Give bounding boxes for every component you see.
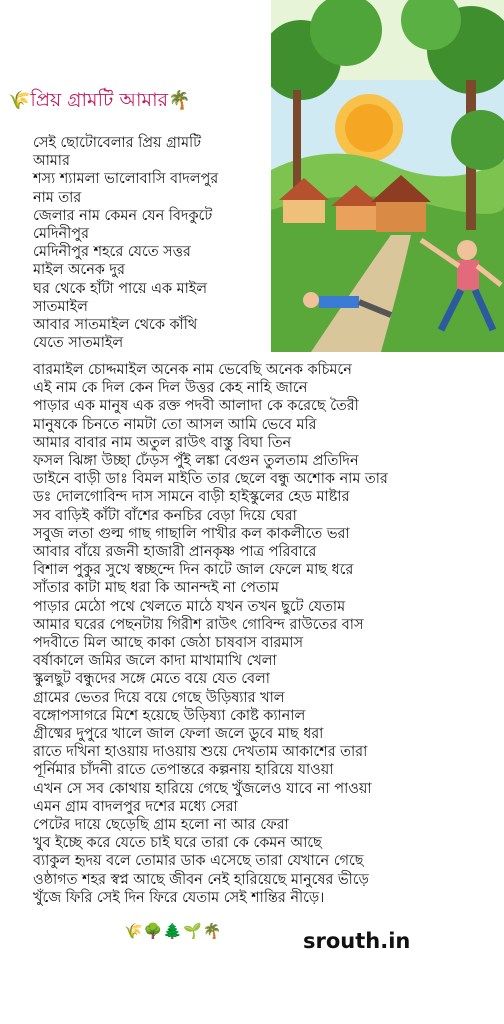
poem-line: আমার: [33, 153, 70, 170]
poem-line: শস্য শ্যামলা ভালোবাসি বাদলপুর: [33, 171, 219, 188]
poem-line: সব বাড়িই কাঁটা বাঁশের কনচির বেড়া দিয়ে ঘেরা: [33, 507, 297, 524]
poem-line: সবুজ লতা গুল্ম গাছ গাছালি পাখীর কল কাকলীতে ভরা: [33, 525, 350, 542]
poem-line: বর্ষাকালে জমির জলে কাদা মাখামাখি খেলা: [33, 653, 277, 670]
plant-emoji-row: 🌾🌳🌲🌱🌴: [124, 922, 223, 940]
poem-line: গ্রামের ভেতর দিয়ে বয়ে গেছে উড়িষ্যার খাল: [33, 689, 285, 706]
poem-line: বারমাইল চোদ্দমাইল অনেক নাম ভেবেছি অনেক কচিমনে: [33, 362, 352, 378]
village-scene-image: [271, 0, 504, 352]
wheat-emoji: 🌾: [8, 90, 31, 111]
poem-line: ব্যাকুল হৃদয় বলে তোমার ডাক এসেছে তারা যেখানে গেছে: [33, 853, 364, 870]
poem-line: জেলার নাম কেমন যেন বিদকুটে: [33, 207, 213, 224]
poem-line: সাঁতার কাটা মাছ ধরা কি আনন্দই না পেতাম: [33, 580, 279, 597]
poem-line: রাতে দখিনা হাওয়ায় দাওয়ায় শুয়ে দেখতাম আকাশের তারা: [33, 744, 368, 761]
poem-line: ডাইনে বাড়ী ডাঃ বিমল মাইতি তার ছেলে বন্ধু অশোক নাম তার: [33, 471, 388, 488]
poem-line: আবার সাতমাইল থেকে কাঁথি: [33, 317, 198, 334]
poem-line: পেটের দায়ে ছেড়েছি গ্রাম হলো না আর ফেরা: [33, 817, 289, 834]
poem-line: বিশাল পুকুর সুখে স্বচ্ছন্দে দিন কাটে জাল ফেলে মাছ ধরে: [33, 562, 354, 579]
poem-main-stanza: [33, 361, 501, 907]
poem-line: খুব ইচ্ছে করে যেতে চাই ঘরে তারা কে কেমন আছে: [33, 835, 322, 852]
poem-line: ডঃ দোলগোবিন্দ দাস সামনে বাড়ী হাইস্কুলের হেড মাষ্টার: [33, 489, 350, 506]
poem-line: পাড়ার মেঠো পথে খেলতে মাঠে যখন তখন ছুটে যেতাম: [33, 598, 346, 615]
poem-line: সেই ছোটোবেলার প্রিয় গ্রামটি: [33, 135, 201, 151]
poem-line: মানুষকে চিনতে নামটা তো আসল আমি ভেবে মরি: [33, 416, 317, 433]
poem-line: ওষ্ঠাগত শহর স্বপ্ন আছে জীবন নেই হারিয়েছে মানুষের ভীড়ে: [33, 871, 369, 888]
poem-line: আমার বাবার নাম অতুল রাউৎ বাস্তু বিঘা তিন: [33, 434, 292, 451]
poem-line: পদবীতে মিল আছে কাকা জেঠা চাষবাস বারমাস: [33, 635, 303, 652]
poem-line: মেদিনীপুর: [33, 226, 89, 243]
poem-line: মাইল অনেক দুর: [33, 262, 125, 279]
poem-line: এমন গ্রাম বাদলপুর দশের মধ্যে সেরা: [33, 798, 238, 815]
poem-line: বঙ্গোপসাগরে মিশে হয়েছে উড়িষ্যা কোষ্ট ক্যানাল: [33, 707, 306, 724]
poem-line: সাতমাইল: [33, 298, 88, 315]
poem-line: এখন সে সব কোথায় হারিয়ে গেছে খুঁজলেও যাবে না পাওয়া: [33, 780, 372, 797]
poem-line: গ্রীষ্মের দুপুরে খালে জাল ফেলা জলে ডুবে মাছ ধরা: [33, 726, 324, 743]
poem-line: ঘর থেকে হাঁটা পায়ে এক মাইল: [33, 280, 208, 297]
palm-tree-emoji: 🌴: [168, 90, 191, 111]
poem-line: স্কুলছুট বন্ধুদের সঙ্গে মেতে বয়ে যেত বেলা: [33, 671, 270, 688]
poem-line: খুঁজে ফিরি সেই দিন ফিরে যেতাম সেই শান্তির নীড়ে।: [33, 889, 325, 906]
village-illustration: [271, 0, 504, 352]
site-name: srouth.in: [303, 929, 411, 953]
poem-line: পাড়ার এক মানুষ এক রক্ত পদবী আলাদা কে করেছে তৈরী: [33, 398, 359, 415]
poem-line: যেতে সাতমাইল: [33, 335, 124, 352]
poem-title-text: প্রিয় গ্রামটি আমার: [30, 89, 169, 111]
poem-line: নাম তার: [33, 189, 82, 206]
poem-line: ফসল ঝিঙ্গা উচ্ছা ঢেঁড়স পুঁই লঙ্কা বেগুন তুলতাম প্রতিদিন: [33, 453, 359, 470]
poem-line: আবার বাঁয়ে রজনী হাজারী প্রানকৃষ্ণ পাত্র পরিবারে: [33, 544, 317, 561]
poem-title: [8, 86, 191, 118]
poem-line: আমার ঘরের পেছনটায় গিরীশ রাউৎ গোবিন্দ রাউতের বাস: [33, 616, 364, 633]
poem-line: মেদিনীপুর শহরে যেতে সত্তর: [33, 244, 191, 261]
poem-line: পূর্নিমার চাঁদনী রাতে তেপান্তরে কল্পনায় হারিয়ে যাওয়া: [33, 762, 334, 779]
poem-top-stanza: [33, 134, 269, 352]
poem-line: এই নাম কে দিল কেন দিল উত্তর কেহ নাহি জানে: [33, 380, 308, 397]
